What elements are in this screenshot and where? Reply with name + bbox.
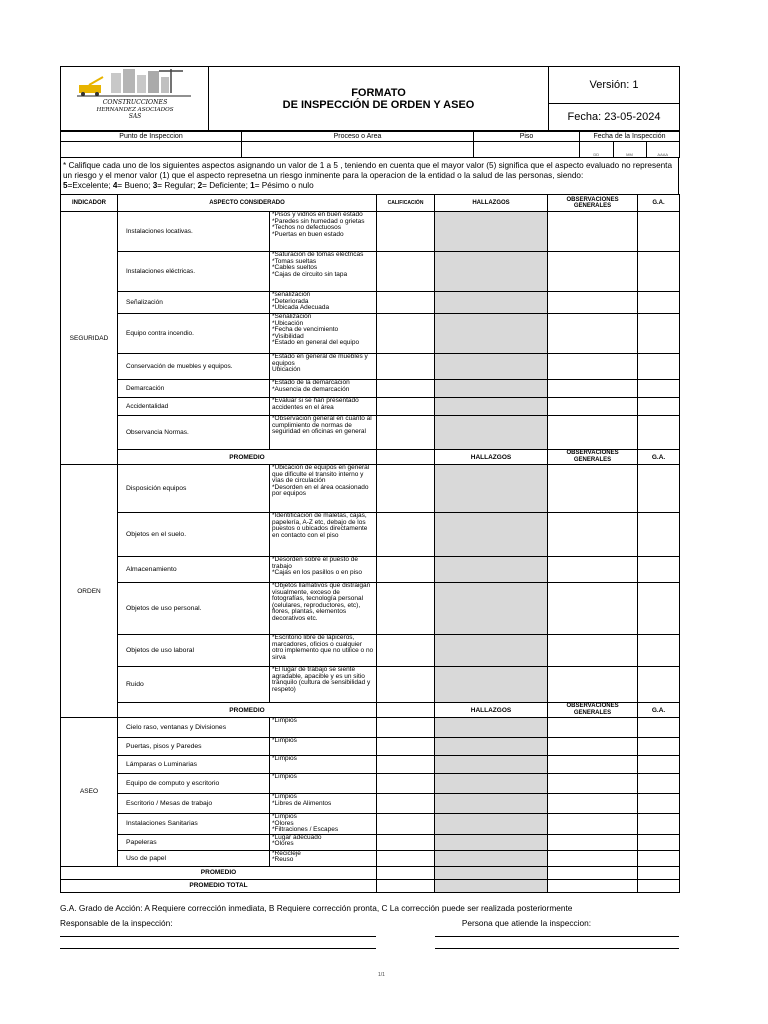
observaciones-cell[interactable]: [548, 667, 638, 703]
aseo-row: [61, 718, 680, 738]
inspection-meta: [60, 131, 680, 158]
proceso-field[interactable]: [242, 142, 474, 158]
seguridad-row: [61, 398, 680, 416]
col-hallazgos: HALLAZGOS: [435, 195, 548, 212]
orden-row: [61, 635, 680, 667]
criteria-text: *Señalización *Ubicación *Fecha de vencimiento *Visibilidad *Estado en general del equipo: [270, 314, 377, 354]
document-date: Fecha: 23-05-2024: [549, 103, 680, 130]
ga-cell[interactable]: [638, 398, 680, 416]
col-aspecto: ASPECTO CONSIDERADO: [118, 195, 377, 212]
calificacion-cell[interactable]: [377, 718, 435, 738]
ga-cell[interactable]: [638, 738, 680, 756]
aspect-label: Objetos de uso personal.: [118, 583, 270, 635]
criteria-text: *Limpios: [270, 756, 377, 774]
hallazgos-cell[interactable]: [435, 834, 548, 850]
ga-cell[interactable]: [638, 866, 680, 879]
aspect-label: Lámparas o Luminarias: [118, 756, 270, 774]
observaciones-cell[interactable]: [548, 879, 638, 892]
observaciones-cell[interactable]: [548, 557, 638, 583]
ga-cell[interactable]: [638, 314, 680, 354]
aspect-label: Objetos de uso laboral: [118, 635, 270, 667]
observaciones-cell[interactable]: [548, 398, 638, 416]
aseo-row: [61, 834, 680, 850]
calificacion-cell[interactable]: [377, 756, 435, 774]
criteria-text: *El lugar de trabajo se siente agradable, apacible y es un sitio tranquilo (cultura de sensibilidad y respeto): [270, 667, 377, 703]
evaluation-table: [60, 194, 680, 893]
observaciones-cell[interactable]: [548, 380, 638, 398]
aspect-label: Puertas, pisos y Paredes: [118, 738, 270, 756]
calificacion-cell[interactable]: [377, 635, 435, 667]
aspect-label: Papeleras: [118, 834, 270, 850]
title-line-1: FORMATO: [351, 86, 406, 99]
orden-row: [61, 557, 680, 583]
criteria-text: *Observación general en cuanto al cumplimiento de normas de seguridad en oficinas en general: [270, 416, 377, 450]
calificacion-cell[interactable]: [377, 354, 435, 380]
criteria-text: *Evaluar si se han presentado accidentes en el área: [270, 398, 377, 416]
hallazgos-cell[interactable]: [435, 416, 548, 450]
punto-field[interactable]: [61, 142, 242, 158]
ga-cell[interactable]: [638, 774, 680, 794]
observaciones-cell[interactable]: [548, 756, 638, 774]
ga-cell[interactable]: [638, 718, 680, 738]
orden-row: [61, 465, 680, 513]
proceso-header: Proceso o Area: [242, 132, 474, 142]
observaciones-cell[interactable]: [548, 416, 638, 450]
scale-3: 3: [152, 181, 158, 190]
col-observaciones: OBSERVACIONES GENERALES: [548, 195, 638, 212]
col-indicador: INDICADOR: [61, 195, 118, 212]
ga-cell[interactable]: [638, 667, 680, 703]
hallazgos-cell[interactable]: [435, 635, 548, 667]
observaciones-cell[interactable]: [548, 354, 638, 380]
ga-cell[interactable]: [638, 834, 680, 850]
observaciones-cell[interactable]: [548, 718, 638, 738]
fecha-inspeccion-header: Fecha de la Inspección: [580, 132, 680, 142]
aspect-label: Equipo de computo y escritorio: [118, 774, 270, 794]
observaciones-cell[interactable]: [548, 834, 638, 850]
responsable-line-1[interactable]: [60, 936, 376, 937]
ga-cell[interactable]: [638, 513, 680, 557]
calificacion-cell[interactable]: [377, 557, 435, 583]
aseo-row: [61, 738, 680, 756]
aspect-label: Observancia Normas.: [118, 416, 270, 450]
aspect-label: Demarcación: [118, 380, 270, 398]
ga-cell[interactable]: [638, 794, 680, 814]
aseo-indicator: ASEO: [61, 718, 118, 867]
ga-cell[interactable]: [638, 465, 680, 513]
aspect-label: Almacenamiento: [118, 557, 270, 583]
persona-label: Persona que atiende la inspeccion:: [461, 917, 591, 928]
ga-note: G.A. Grado de Acción: A Requiere corrección inmediata, B Requiere corrección pronta, C La corrección puede ser realizada posteriormente: [60, 902, 573, 913]
calificacion-cell[interactable]: [377, 513, 435, 557]
orden-row: [61, 667, 680, 703]
scale-5-label: =Excelente;: [67, 181, 111, 190]
criteria-text: *Estado de la demarcación *Ausencia de demarcación: [270, 380, 377, 398]
hallazgos-subheader: HALLAZGOS: [435, 450, 548, 465]
promedio-total-value[interactable]: [377, 879, 435, 892]
observaciones-cell[interactable]: [548, 850, 638, 866]
criteria-text: *señalización *Deteriorada *Ubicada Adecuada: [270, 292, 377, 314]
criteria-text: *Limpios *Libres de Alimentos: [270, 794, 377, 814]
hallazgos-cell[interactable]: [435, 292, 548, 314]
col-ga: G.A.: [638, 195, 680, 212]
observaciones-cell[interactable]: [548, 314, 638, 354]
observaciones-cell[interactable]: [548, 252, 638, 292]
aseo-row: [61, 774, 680, 794]
title-line-2: DE INSPECCIÓN DE ORDEN Y ASEO: [282, 98, 475, 111]
scale-2-label: = Deficiente;: [202, 181, 248, 190]
fecha-inspeccion-field[interactable]: [580, 142, 680, 158]
ga-cell[interactable]: [638, 380, 680, 398]
orden-indicator: ORDEN: [61, 465, 118, 718]
date-day[interactable]: DD: [593, 152, 600, 157]
observaciones-cell[interactable]: [548, 583, 638, 635]
signature-labels: [60, 918, 679, 928]
hallazgos-cell[interactable]: [435, 738, 548, 756]
ga-cell[interactable]: [638, 354, 680, 380]
aspect-label: Disposición equipos: [118, 465, 270, 513]
hallazgos-cell[interactable]: [435, 252, 548, 292]
hallazgos-cell[interactable]: [435, 814, 548, 835]
aspect-label: Cielo raso, ventanas y Divisiones: [118, 718, 270, 738]
ga-cell[interactable]: [638, 212, 680, 252]
responsable-line-2[interactable]: [60, 948, 376, 949]
criteria-text: *Desorden sobre el puesto de trabajo *Cajas en los pasillos o en piso: [270, 557, 377, 583]
ga-cell[interactable]: [638, 635, 680, 667]
seguridad-row: [61, 416, 680, 450]
hallazgos-cell[interactable]: [435, 380, 548, 398]
hallazgos-cell[interactable]: [435, 513, 548, 557]
promedio-row: [61, 450, 680, 465]
promedio-value[interactable]: [377, 866, 435, 879]
criteria-text: *Objetos llamativos que distraigan visualmente, exceso de fotografías, tecnología personal (celulares, reproductores, etc), flores, plantas, elementos decorativos etc.: [270, 583, 377, 635]
orden-row: [61, 583, 680, 635]
hallazgos-cell[interactable]: [435, 756, 548, 774]
promedio-row: [61, 703, 680, 718]
criteria-text: *Limpios *Olores *Filtraciones / Escapes: [270, 814, 377, 835]
ga-cell[interactable]: [638, 557, 680, 583]
scale-3-label: = Regular;: [157, 181, 196, 190]
seguridad-indicator: SEGURIDAD: [61, 212, 118, 465]
hallazgos-cell[interactable]: [435, 866, 548, 879]
hallazgos-cell[interactable]: [435, 557, 548, 583]
observaciones-cell[interactable]: [548, 866, 638, 879]
promedio-total-label: PROMEDIO TOTAL: [61, 879, 377, 892]
observaciones-cell[interactable]: [548, 465, 638, 513]
criteria-text: *Saturación de tomas eléctricas *Tomas sueltas *Cables sueltos *Cajas de circuito sin tapa: [270, 252, 377, 292]
signature-lines: [60, 928, 679, 958]
observaciones-cell[interactable]: [548, 738, 638, 756]
version-label: Versión: 1: [549, 67, 680, 104]
calificacion-cell[interactable]: [377, 465, 435, 513]
hallazgos-cell[interactable]: [435, 794, 548, 814]
ga-subheader: G.A.: [638, 703, 680, 718]
criteria-text: *Limpios: [270, 774, 377, 794]
criteria-text: *Pisos y vidrios en buen estado *Paredes sin humedad o grietas *Techos no defectuosos *Puertas en buen estado: [270, 212, 377, 252]
seguridad-row: [61, 252, 680, 292]
promedio-label: PROMEDIO: [118, 450, 377, 465]
aspect-label: Instalaciones Sanitarias: [118, 814, 270, 835]
calificacion-cell[interactable]: [377, 252, 435, 292]
aspect-label: Equipo contra incendio.: [118, 314, 270, 354]
aspect-label: Escritorio / Mesas de trabajo: [118, 794, 270, 814]
ga-subheader: G.A.: [638, 450, 680, 465]
calificacion-cell[interactable]: [377, 774, 435, 794]
svg-text:HERNANDEZ ASOCIADOS: HERNANDEZ ASOCIADOS: [96, 107, 174, 113]
hallazgos-cell[interactable]: [435, 465, 548, 513]
instructions-text: * Califique cada uno de los siguientes aspectos asignando un valor de 1 a 5 , teniendo en cuenta que el mayor valor (5) significa que el aspecto evaluado no representa un riesgo y el menor valor (1) que el aspecto represetna un riesgo inminente para la operacion de la entidad o la salud de las personas, siendo:: [63, 161, 673, 180]
observaciones-cell[interactable]: [548, 513, 638, 557]
scale-4-label: = Bueno;: [117, 181, 151, 190]
aspect-label: Conservación de muebles y equipos.: [118, 354, 270, 380]
criteria-text: *Limpios: [270, 718, 377, 738]
observaciones-cell[interactable]: [548, 635, 638, 667]
ga-cell[interactable]: [638, 814, 680, 835]
observaciones-subheader: OBSERVACIONES GENERALES: [548, 450, 638, 465]
observaciones-cell[interactable]: [548, 814, 638, 835]
scale-1-label: = Pésimo o nulo: [254, 181, 314, 190]
aseo-row: [61, 814, 680, 835]
ga-cell[interactable]: [638, 756, 680, 774]
calificacion-cell[interactable]: [377, 212, 435, 252]
hallazgos-cell[interactable]: [435, 583, 548, 635]
criteria-text: *Recicleje *Reuso: [270, 850, 377, 866]
criteria-text: *Escritorio libre de lapiceros, marcadores, oficios o cualquier otro implemento que no utilice o no sirva: [270, 635, 377, 667]
form-header: [60, 66, 680, 131]
seguridad-row: [61, 354, 680, 380]
hallazgos-cell[interactable]: [435, 667, 548, 703]
seguridad-row: [61, 380, 680, 398]
scale-2: 2: [197, 181, 203, 190]
col-calificacion: CALIFICACIÓN: [377, 195, 435, 212]
calificacion-cell[interactable]: [377, 814, 435, 835]
seguridad-row: [61, 212, 680, 252]
ga-cell[interactable]: [638, 850, 680, 866]
observaciones-cell[interactable]: [548, 212, 638, 252]
scale-1: 1: [250, 181, 255, 190]
promedio-value[interactable]: [377, 450, 435, 465]
observaciones-cell[interactable]: [548, 292, 638, 314]
construction-logo-icon: [63, 67, 205, 125]
aspect-label: Instalaciones eléctricas.: [118, 252, 270, 292]
criteria-text: *Lugar adecuado *Olores: [270, 834, 377, 850]
aseo-row: [61, 850, 680, 866]
observaciones-cell[interactable]: [548, 794, 638, 814]
piso-field[interactable]: [474, 142, 580, 158]
seguridad-row: [61, 314, 680, 354]
scale-5: 5: [63, 181, 68, 190]
hallazgos-cell[interactable]: [435, 774, 548, 794]
aspect-label: Instalaciones locativas.: [118, 212, 270, 252]
criteria-text: *Identificación de maletas, cajas, papelería, A-Z etc, debajo de los puestos o ubicados directamente en contacto con el piso: [270, 513, 377, 557]
calificacion-cell[interactable]: [377, 834, 435, 850]
calificacion-cell[interactable]: [377, 667, 435, 703]
aspect-label: Ruido: [118, 667, 270, 703]
criteria-text: *Limpios: [270, 738, 377, 756]
persona-line-1[interactable]: [435, 936, 679, 937]
aspect-label: Uso de papel: [118, 850, 270, 866]
persona-line-2[interactable]: [435, 948, 679, 949]
seguridad-row: [61, 292, 680, 314]
date-month[interactable]: MM: [613, 142, 646, 157]
ga-cell[interactable]: [638, 252, 680, 292]
svg-text:CONSTRUCCIONES: CONSTRUCCIONES: [102, 99, 168, 106]
observaciones-cell[interactable]: [548, 774, 638, 794]
criteria-text: *Ubicación de equipos en general que dificulte el transito interno y vías de circulación *Desorden en el área ocasionado por equipos: [270, 465, 377, 513]
calificacion-cell[interactable]: [377, 850, 435, 866]
hallazgos-cell[interactable]: [435, 354, 548, 380]
hallazgos-cell[interactable]: [435, 398, 548, 416]
punto-header: Punto de Inspeccion: [61, 132, 242, 142]
inspection-form: [60, 66, 679, 958]
date-year[interactable]: AAAA: [646, 142, 679, 157]
calificacion-cell[interactable]: [377, 314, 435, 354]
calificacion-cell[interactable]: [377, 292, 435, 314]
aspect-label: Accidentalidad: [118, 398, 270, 416]
form-title: [209, 67, 549, 131]
criteria-text: *Estado en general de muebles y equipos Ubicación: [270, 354, 377, 380]
promedio-label: PROMEDIO: [118, 703, 377, 718]
ga-cell[interactable]: [638, 879, 680, 892]
hallazgos-cell[interactable]: [435, 314, 548, 354]
calificacion-cell[interactable]: [377, 416, 435, 450]
instructions: [60, 158, 679, 194]
calificacion-cell[interactable]: [377, 398, 435, 416]
ga-cell[interactable]: [638, 416, 680, 450]
hallazgos-cell[interactable]: [435, 718, 548, 738]
calificacion-cell[interactable]: [377, 738, 435, 756]
hallazgos-cell[interactable]: [435, 212, 548, 252]
aspect-label: Objetos en el suelo.: [118, 513, 270, 557]
ga-cell[interactable]: [638, 292, 680, 314]
scale-4: 4: [112, 181, 118, 190]
aseo-row: [61, 756, 680, 774]
piso-header: Piso: [474, 132, 580, 142]
aseo-row: [61, 794, 680, 814]
hallazgos-cell[interactable]: [435, 850, 548, 866]
observaciones-subheader: OBSERVACIONES GENERALES: [548, 703, 638, 718]
promedio-label: PROMEDIO: [61, 866, 377, 879]
promedio-value[interactable]: [377, 703, 435, 718]
promedio-total-row: [61, 879, 680, 892]
svg-text:SAS: SAS: [128, 113, 142, 120]
calificacion-cell[interactable]: [377, 583, 435, 635]
calificacion-cell[interactable]: [377, 380, 435, 398]
responsable-label: Responsable de la inspección:: [60, 917, 173, 928]
aspect-label: Señalización: [118, 292, 270, 314]
page-number: 1/1: [378, 972, 385, 978]
hallazgos-subheader: HALLAZGOS: [435, 703, 548, 718]
calificacion-cell[interactable]: [377, 794, 435, 814]
promedio-row: [61, 866, 680, 879]
ga-cell[interactable]: [638, 583, 680, 635]
company-logo: [61, 67, 209, 131]
orden-row: [61, 513, 680, 557]
hallazgos-cell[interactable]: [435, 879, 548, 892]
